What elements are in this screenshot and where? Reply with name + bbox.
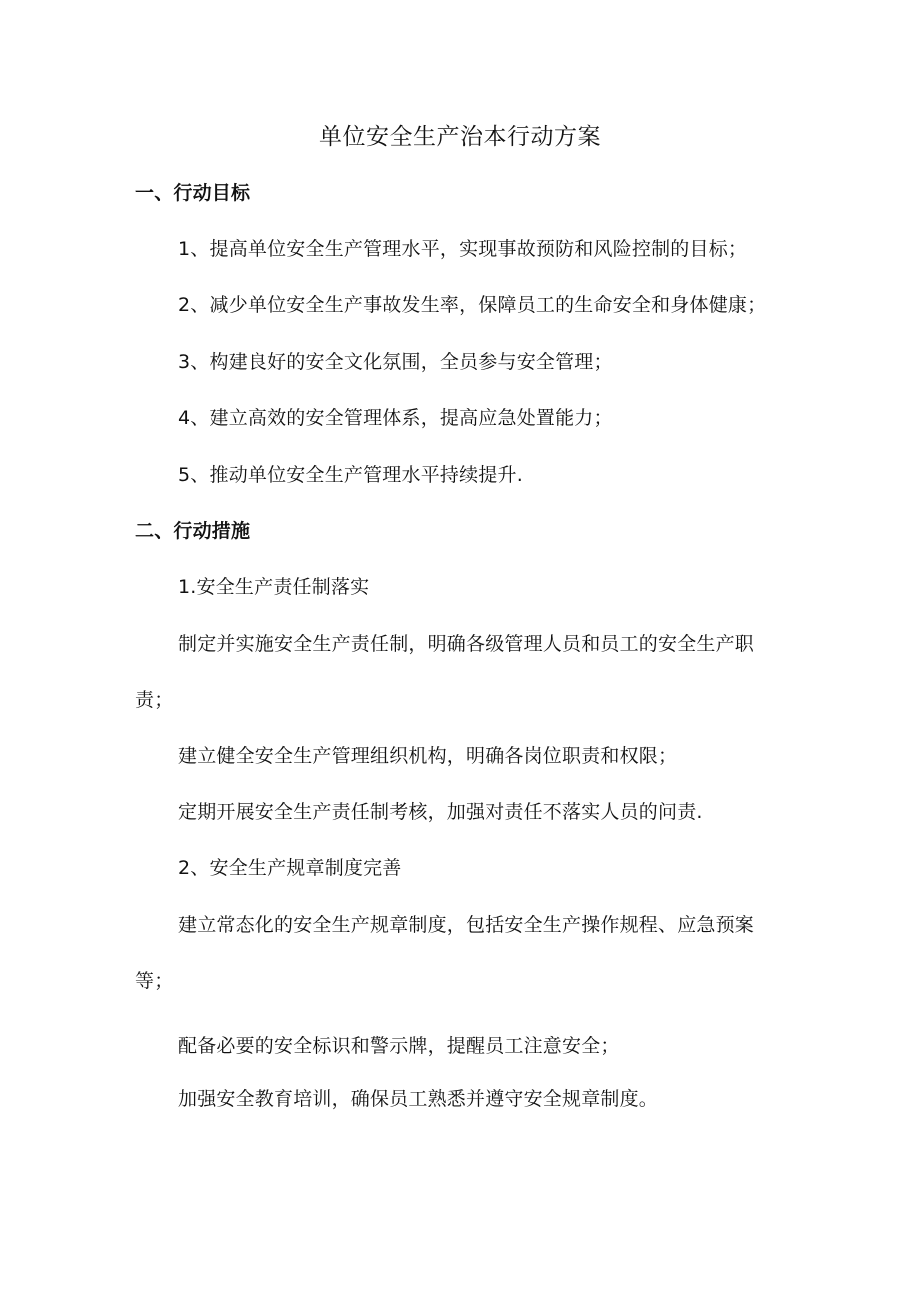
paragraph-line: 定期开展安全生产责任制考核，加强对责任不落实人员的问责.	[178, 801, 703, 823]
goal-item-1: 1、提高单位安全生产管理水平，实现事故预防和风险控制的目标；	[178, 238, 748, 260]
document-title: 单位安全生产治本行动方案	[319, 124, 601, 150]
paragraph-line: 建立常态化的安全生产规章制度，包括安全生产操作规程、应急预案	[178, 914, 755, 936]
paragraph-line: 加强安全教育培训，确保员工熟悉并遵守安全规章制度。	[178, 1088, 659, 1110]
paragraph-line: 制定并实施安全生产责任制，明确各级管理人员和员工的安全生产职	[178, 633, 755, 655]
paragraph-line: 责；	[135, 689, 174, 711]
paragraph-line: 建立健全安全生产管理组织机构，明确各岗位职责和权限；	[178, 745, 678, 767]
subsection-heading-regulations: 2、安全生产规章制度完善	[178, 857, 402, 879]
paragraph-line: 等；	[135, 970, 174, 992]
section-heading-goals: 一、行动目标	[135, 182, 251, 204]
paragraph-line: 配备必要的安全标识和警示牌，提醒员工注意安全；	[178, 1035, 620, 1057]
goal-item-2: 2、减少单位安全生产事故发生率，保障员工的生命安全和身体健康；	[178, 294, 767, 316]
goal-item-4: 4、建立高效的安全管理体系，提高应急处置能力；	[178, 407, 613, 429]
section-heading-measures: 二、行动措施	[135, 520, 251, 542]
subsection-heading-responsibility: 1.安全生产责任制落实	[178, 576, 370, 598]
goal-item-3: 3、构建良好的安全文化氛围，全员参与安全管理；	[178, 351, 613, 373]
goal-item-5: 5、推动单位安全生产管理水平持续提升.	[178, 464, 523, 486]
